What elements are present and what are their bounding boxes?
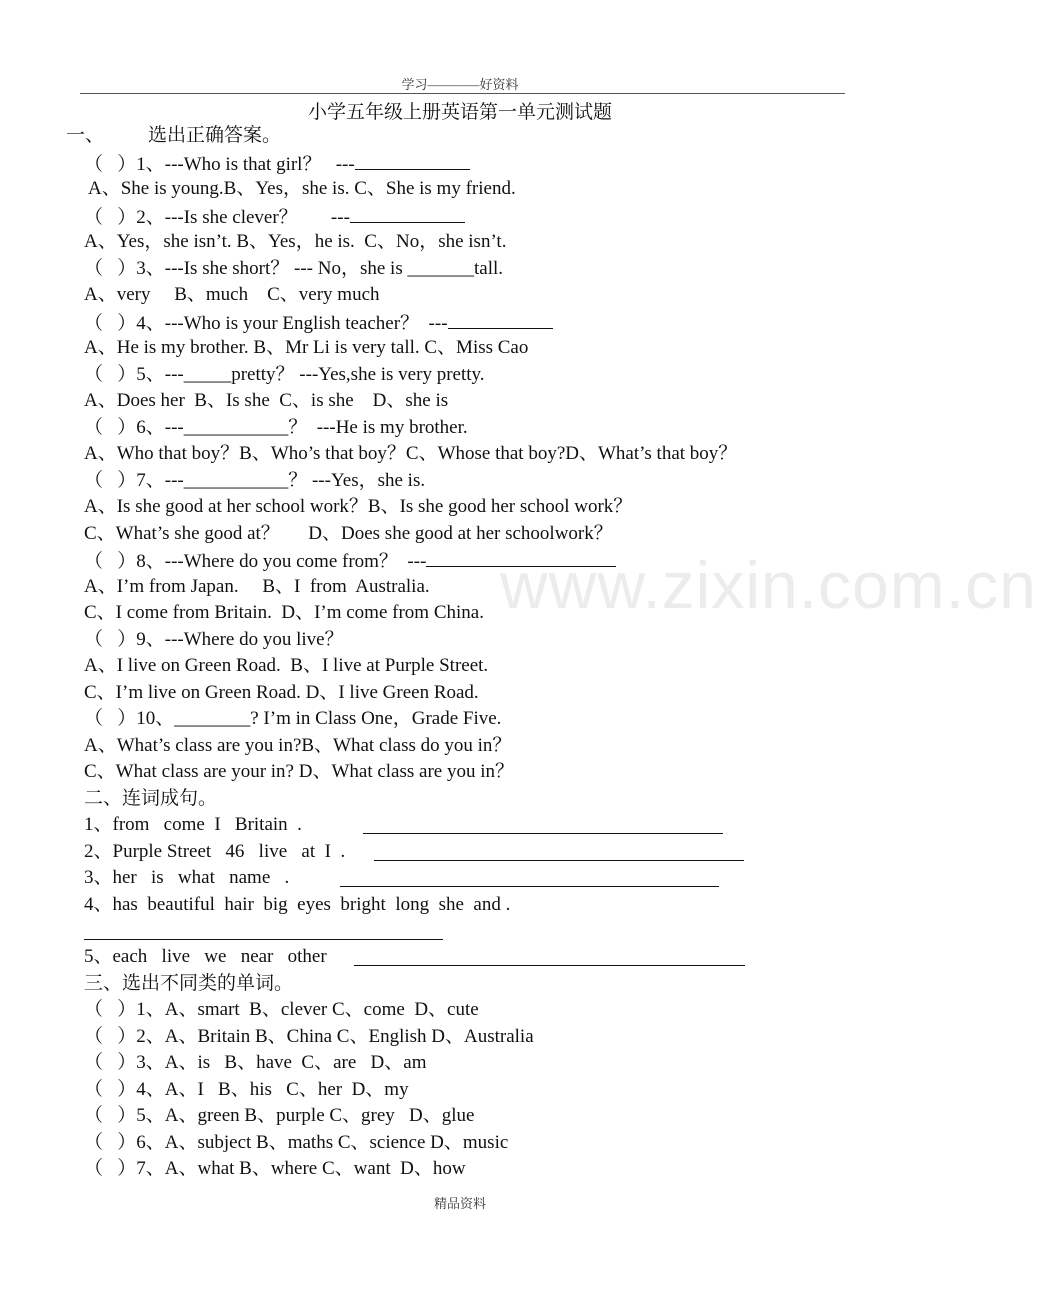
section-1-number: 一、 — [66, 125, 105, 146]
sentence-1-answer-line — [363, 833, 723, 834]
answer-blank — [350, 205, 465, 223]
odd-one-out-4: （ ）4、A、I B、his C、her D、my — [84, 1079, 409, 1100]
section-3-heading: 三、选出不同类的单词。 — [84, 973, 294, 994]
question-2 — [84, 205, 465, 229]
sentence-2-words: 2、Purple Street 46 live at I . — [84, 841, 346, 862]
odd-one-out-5: （ ）5、A、green B、purple C、grey D、glue — [84, 1105, 475, 1126]
section-2-heading: 二、连词成句。 — [84, 788, 218, 809]
page-header: 学习————好资料 — [401, 77, 519, 92]
question-8-options-ab: A、I’m from Japan. B、I from Australia. — [84, 576, 430, 597]
sentence-4-answer-line — [84, 939, 443, 940]
odd-one-out-2: （ ）2、A、Britain B、China C、English D、Australia — [84, 1026, 534, 1047]
question-text: （ ）4、---Who is your English teacher？ --- — [84, 313, 448, 334]
question-6: （ ）6、---___________？ ---He is my brother. — [84, 417, 468, 438]
question-9-options-cd: C、I’m live on Green Road. D、I live Green Road. — [84, 682, 479, 703]
question-10-options-cd: C、What class are your in? D、What class are you in？ — [84, 761, 515, 782]
question-7-options-cd: C、What’s she good at？ D、Does she good at her schoolwork？ — [84, 523, 613, 544]
sentence-1-words: 1、from come I Britain . — [84, 814, 302, 835]
answer-blank — [355, 152, 470, 170]
section-1-heading: 选出正确答案。 — [148, 125, 282, 146]
question-text: （ ）1、---Who is that girl？ --- — [84, 154, 355, 175]
question-10: （ ）10、________? I’m in Class One，Grade Five. — [84, 708, 502, 729]
odd-one-out-1: （ ）1、A、smart B、clever C、come D、cute — [84, 999, 479, 1020]
page-title: 小学五年级上册英语第一单元测试题 — [307, 102, 612, 123]
question-10-options-ab: A、What’s class are you in?B、What class do you in？ — [84, 735, 512, 756]
odd-one-out-7: （ ）7、A、what B、where C、want D、how — [84, 1158, 466, 1179]
question-2-options: A、Yes，she isn’t. B、Yes，he is. C、No，she isn’t. — [84, 231, 507, 252]
question-8-options-cd: C、I come from Britain. D、I’m come from China. — [84, 602, 484, 623]
question-9: （ ）9、---Where do you live？ — [84, 629, 344, 650]
question-9-options-ab: A、I live on Green Road. B、I live at Purple Street. — [84, 655, 489, 676]
odd-one-out-3: （ ）3、A、is B、have C、are D、am — [84, 1052, 427, 1073]
answer-blank — [448, 311, 553, 329]
question-7-options-ab: A、Is she good at her school work？B、Is she good her school work？ — [84, 496, 633, 517]
sentence-5-words: 5、each live we near other — [84, 946, 327, 967]
question-4 — [84, 311, 553, 335]
question-1 — [84, 152, 470, 176]
question-3: （ ）3、---Is she short？ --- No，she is _______tall. — [84, 258, 504, 279]
header-rule — [80, 93, 845, 94]
question-text: （ ）8、---Where do you come from？ --- — [84, 551, 427, 572]
sentence-3-answer-line — [340, 886, 719, 887]
question-4-options: A、He is my brother. B、Mr Li is very tall. C、Miss Cao — [84, 337, 529, 358]
question-text: （ ）2、---Is she clever？ --- — [84, 207, 350, 228]
question-7: （ ）7、---___________？ ---Yes，she is. — [84, 470, 426, 491]
odd-one-out-6: （ ）6、A、subject B、maths C、science D、music — [84, 1132, 509, 1153]
question-3-options: A、very B、much C、very much — [84, 284, 380, 305]
question-6-options: A、Who that boy？B、Who’s that boy？C、Whose that boy?D、What’s that boy？ — [84, 443, 738, 464]
sentence-3-words: 3、her is what name . — [84, 867, 290, 888]
question-1-options: A、She is young.B、Yes，she is. C、She is my friend. — [88, 178, 516, 199]
question-5: （ ）5、---_____pretty？ ---Yes,she is very pretty. — [84, 364, 485, 385]
page-footer: 精品资料 — [433, 1196, 486, 1211]
question-5-options: A、Does her B、Is she C、is she D、she is — [84, 390, 449, 411]
sentence-2-answer-line — [374, 860, 744, 861]
sentence-5-answer-line — [354, 965, 745, 966]
watermark: www.zixin.com.cn — [500, 548, 1037, 622]
sentence-4-words: 4、has beautiful hair big eyes bright long she and . — [84, 894, 511, 915]
